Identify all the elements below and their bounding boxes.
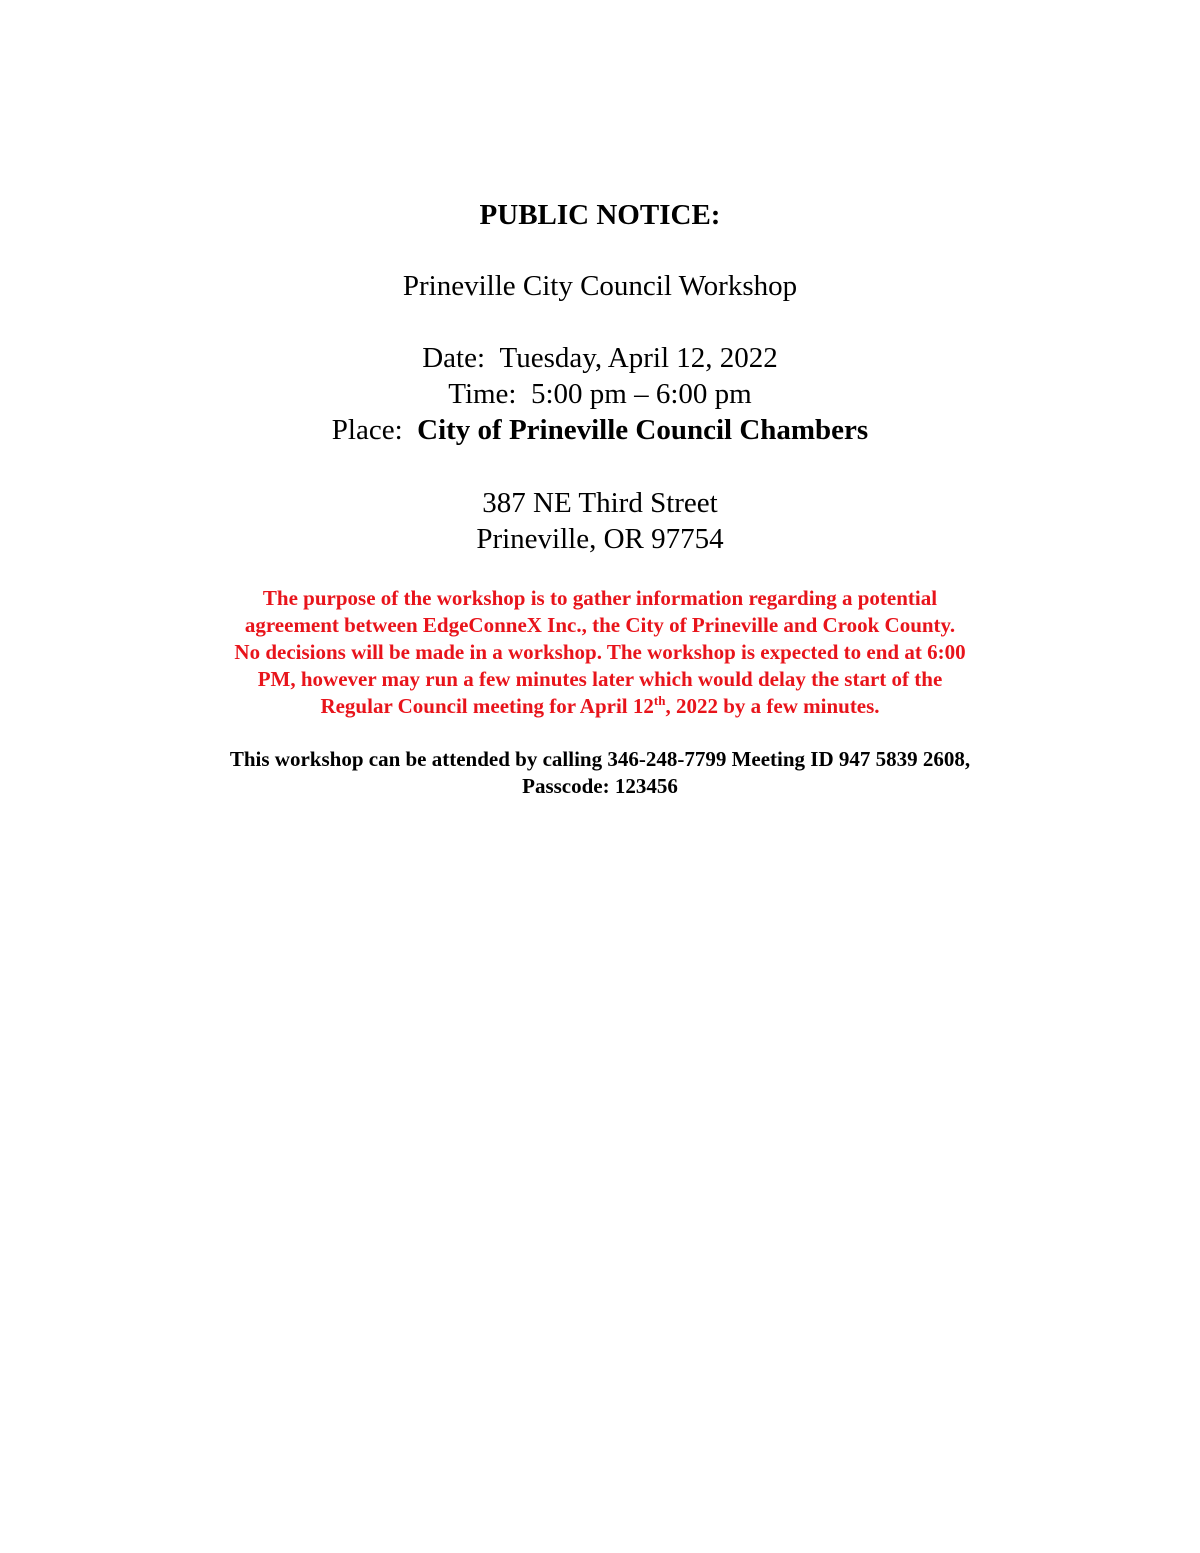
ordinal-suffix: th bbox=[653, 693, 666, 708]
purpose-line: agreement between EdgeConneX Inc., the City of Prineville and Crook County. bbox=[244, 613, 956, 637]
time-line bbox=[0, 376, 1200, 412]
purpose-last-tail: , 2022 by a few minutes. bbox=[665, 694, 880, 718]
time-label: Time: bbox=[448, 378, 517, 410]
purpose-line: The purpose of the workshop is to gather information regarding a potential bbox=[262, 586, 938, 610]
address-city: Prineville, OR 97754 bbox=[476, 523, 724, 555]
purpose-last-text: Regular Council meeting for April 12 bbox=[320, 694, 654, 718]
date-label: Date: bbox=[422, 342, 486, 374]
address-street: 387 NE Third Street bbox=[482, 487, 718, 519]
call-in-details: This workshop can be attended by calling 346-248-7799 Meeting ID 947 5839 2608, bbox=[229, 747, 971, 771]
attendance-info bbox=[0, 746, 1200, 800]
notice-title: PUBLIC NOTICE: bbox=[479, 199, 721, 231]
purpose-line: No decisions will be made in a workshop. The workshop is expected to end at 6:00 bbox=[234, 640, 966, 664]
meeting-address bbox=[0, 485, 1200, 557]
passcode: Passcode: 123456 bbox=[522, 774, 678, 798]
workshop-name: Prineville City Council Workshop bbox=[402, 270, 798, 302]
purpose-line: PM, however may run a few minutes later which would delay the start of the bbox=[257, 667, 943, 691]
time-value: 5:00 pm – 6:00 pm bbox=[531, 378, 752, 410]
purpose-line bbox=[0, 693, 1200, 720]
meeting-details bbox=[0, 340, 1200, 448]
place-value: City of Prineville Council Chambers bbox=[417, 414, 869, 446]
place-line bbox=[0, 412, 1200, 448]
date-line bbox=[0, 340, 1200, 376]
place-label: Place: bbox=[331, 414, 403, 446]
date-value: Tuesday, April 12, 2022 bbox=[499, 342, 778, 374]
purpose-statement bbox=[0, 585, 1200, 720]
